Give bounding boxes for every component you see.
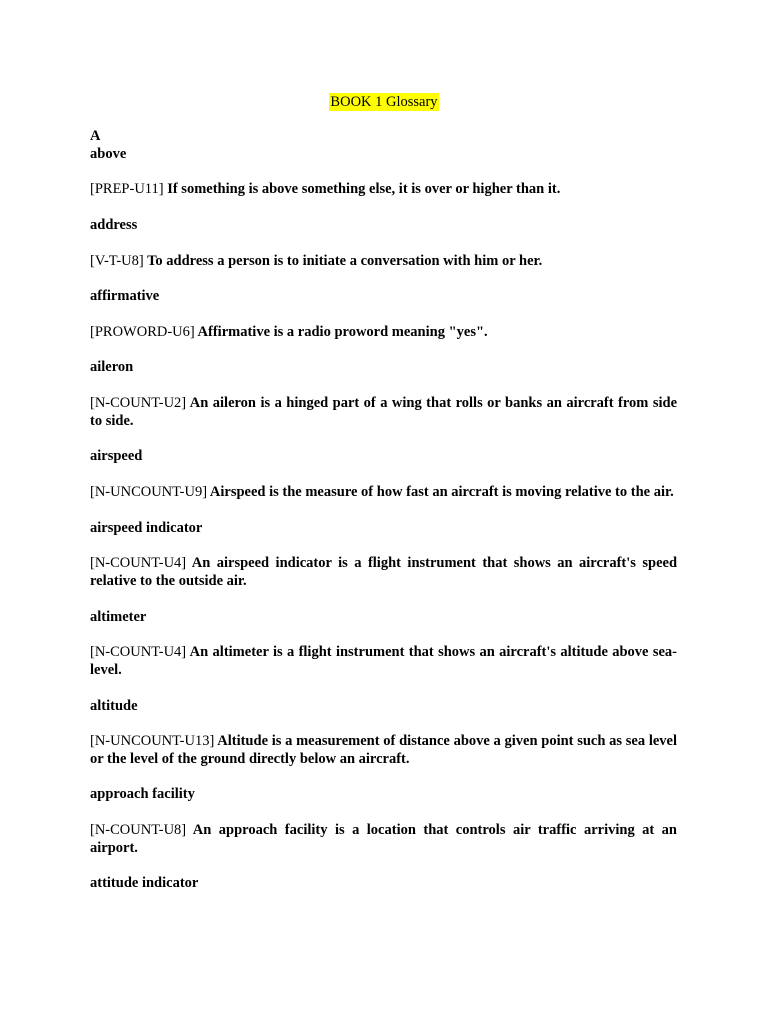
glossary-definition — [90, 324, 677, 342]
definition-text: Altitude is a measurement of distance above a given point such as sea level or the level of the ground directly below an aircraft. — [90, 733, 677, 767]
glossary-term: airspeed — [90, 448, 143, 465]
definition-text: An altimeter is a flight instrument that shows an aircraft's altitude above sea-level. — [90, 644, 677, 678]
definition-text: To address a person is to initiate a conversation with him or her. — [147, 252, 543, 269]
glossary-term: airspeed indicator — [90, 519, 203, 536]
document-title: BOOK 1 Glossary — [330, 94, 438, 110]
definition-text: An approach facility is a location that controls air traffic arriving at an airport. — [90, 822, 677, 856]
part-of-speech-tag: [PROWORD-U6] — [90, 323, 195, 340]
glossary-term: above — [90, 145, 127, 162]
part-of-speech-tag: [N-COUNT-U4] — [90, 555, 187, 572]
glossary-term: altimeter — [90, 608, 147, 625]
glossary-definition — [90, 555, 677, 591]
glossary-definition — [90, 644, 677, 680]
glossary-term: affirmative — [90, 288, 160, 305]
definition-text: An aileron is a hinged part of a wing that rolls or banks an aircraft from side to side. — [90, 394, 677, 429]
glossary-definition — [90, 181, 677, 199]
definition-text: An airspeed indicator is a flight instrument that shows an aircraft's speed relative to the outside air. — [90, 555, 678, 589]
glossary-term: address — [90, 216, 138, 233]
part-of-speech-tag: [N-UNCOUNT-U13] — [90, 733, 215, 750]
part-of-speech-tag: [N-COUNT-U4] — [90, 644, 187, 661]
section-letter: A — [90, 128, 101, 144]
definition-text: Airspeed is the measure of how fast an aircraft is moving relative to the air. — [209, 483, 674, 500]
glossary-term: altitude — [90, 697, 138, 714]
glossary-definition — [90, 733, 677, 769]
glossary-term: aileron — [90, 359, 134, 376]
part-of-speech-tag: [N-UNCOUNT-U9] — [90, 483, 208, 500]
part-of-speech-tag: [V-T-U8] — [90, 252, 144, 269]
glossary-definition — [90, 253, 677, 271]
part-of-speech-tag: [N-COUNT-U8] — [90, 822, 187, 839]
glossary-definition — [90, 484, 677, 502]
definition-text: Affirmative is a radio proword meaning "yes". — [197, 323, 488, 340]
glossary-body — [90, 128, 677, 911]
definition-text: If something is above something else, it is over or higher than it. — [167, 181, 561, 198]
title-container — [0, 93, 768, 111]
glossary-definition — [90, 822, 677, 858]
glossary-definition — [90, 395, 677, 431]
part-of-speech-tag: [N-COUNT-U2] — [90, 394, 187, 411]
part-of-speech-tag: [PREP-U11] — [90, 181, 164, 198]
glossary-term: approach facility — [90, 786, 195, 803]
glossary-term: attitude indicator — [90, 875, 199, 892]
